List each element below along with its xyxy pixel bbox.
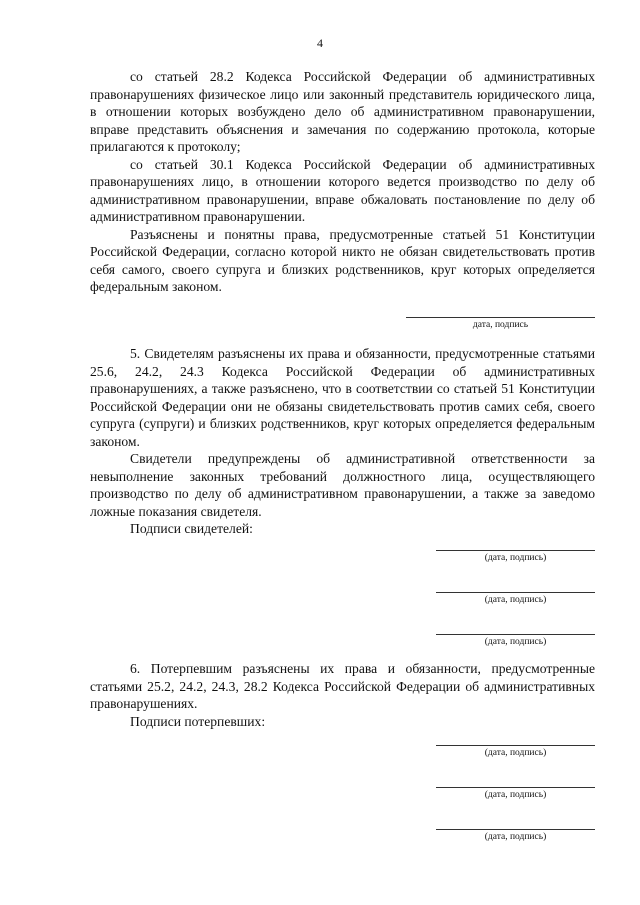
signature-label-victim-1: (дата, подпись) [484,748,547,758]
signature-label-victim-2: (дата, подпись) [484,790,547,800]
paragraph-article-30-1: со статьей 30.1 Кодекса Российской Федерации об административных правонарушениях лицо, в отношении которого ведется производство по делу об административном правонарушении, вправе обжаловать постановление по делу об административном правонарушении. [90,156,595,224]
witness-signatures-heading: Подписи свидетелей: [130,521,253,536]
signature-line-victim-3 [436,829,595,830]
signature-label-witness-2: (дата, подпись) [484,595,547,605]
section-6-victims [90,660,595,730]
paragraph-victim-rights: 6. Потерпевшим разъяснены их права и обязанности, предусмотренные статьями 25.2, 24.2, 24.3, 28.2 Кодекса Российской Федерации об административных правонарушениях. [90,661,595,711]
signature-line-person [406,317,595,318]
signature-label-witness-3: (дата, подпись) [484,637,547,647]
signature-label-person: дата, подпись [472,320,529,330]
signature-line-witness-3 [436,634,595,635]
signature-label-witness-1: (дата, подпись) [484,553,547,563]
paragraph-article-28-2: со статьей 28.2 Кодекса Российской Федерации об административных правонарушениях физическое лицо или законный представитель юридического лица, в отношении которых возбуждено дело об административном правонарушении, вправе представить объяснения и замечания по содержанию протокола, которые прилагаются к протоколу; [90,69,595,154]
signature-label-victim-3: (дата, подпись) [484,832,547,842]
paragraph-witness-rights: 5. Свидетелям разъяснены их права и обязанности, предусмотренные статьями 25.6, 24.2, 24.3 Кодекса Российской Федерации об административных правонарушениях, а также разъяснено, что в соответствии со статьей 51 Конституции Российской Федерации они не обязаны свидетельствовать против самих себя, своего супруга (супруги) и близких родственников, круг которых определяется федеральным законом. [90,346,595,449]
signature-line-victim-1 [436,745,595,746]
page-number: 4 [317,36,323,50]
signature-line-witness-1 [436,550,595,551]
section-intro [90,68,595,296]
paragraph-article-51: Разъяснены и понятны права, предусмотренные статьей 51 Конституции Российской Федерации, согласно которой никто не обязан свидетельствовать против себя самого, своего супруга и близких родственников, круг которых определяется федеральным законом. [90,226,595,294]
signature-line-witness-2 [436,592,595,593]
paragraph-witness-warning: Свидетели предупреждены об административной ответственности за невыполнение законных требований должностного лица, осуществляющего производство по делу об административном правонарушении, а также за заведомо ложные показания свидетеля. [90,451,595,519]
signature-line-victim-2 [436,787,595,788]
section-5-witnesses [90,345,595,538]
victim-signatures-heading: Подписи потерпевших: [130,713,266,729]
